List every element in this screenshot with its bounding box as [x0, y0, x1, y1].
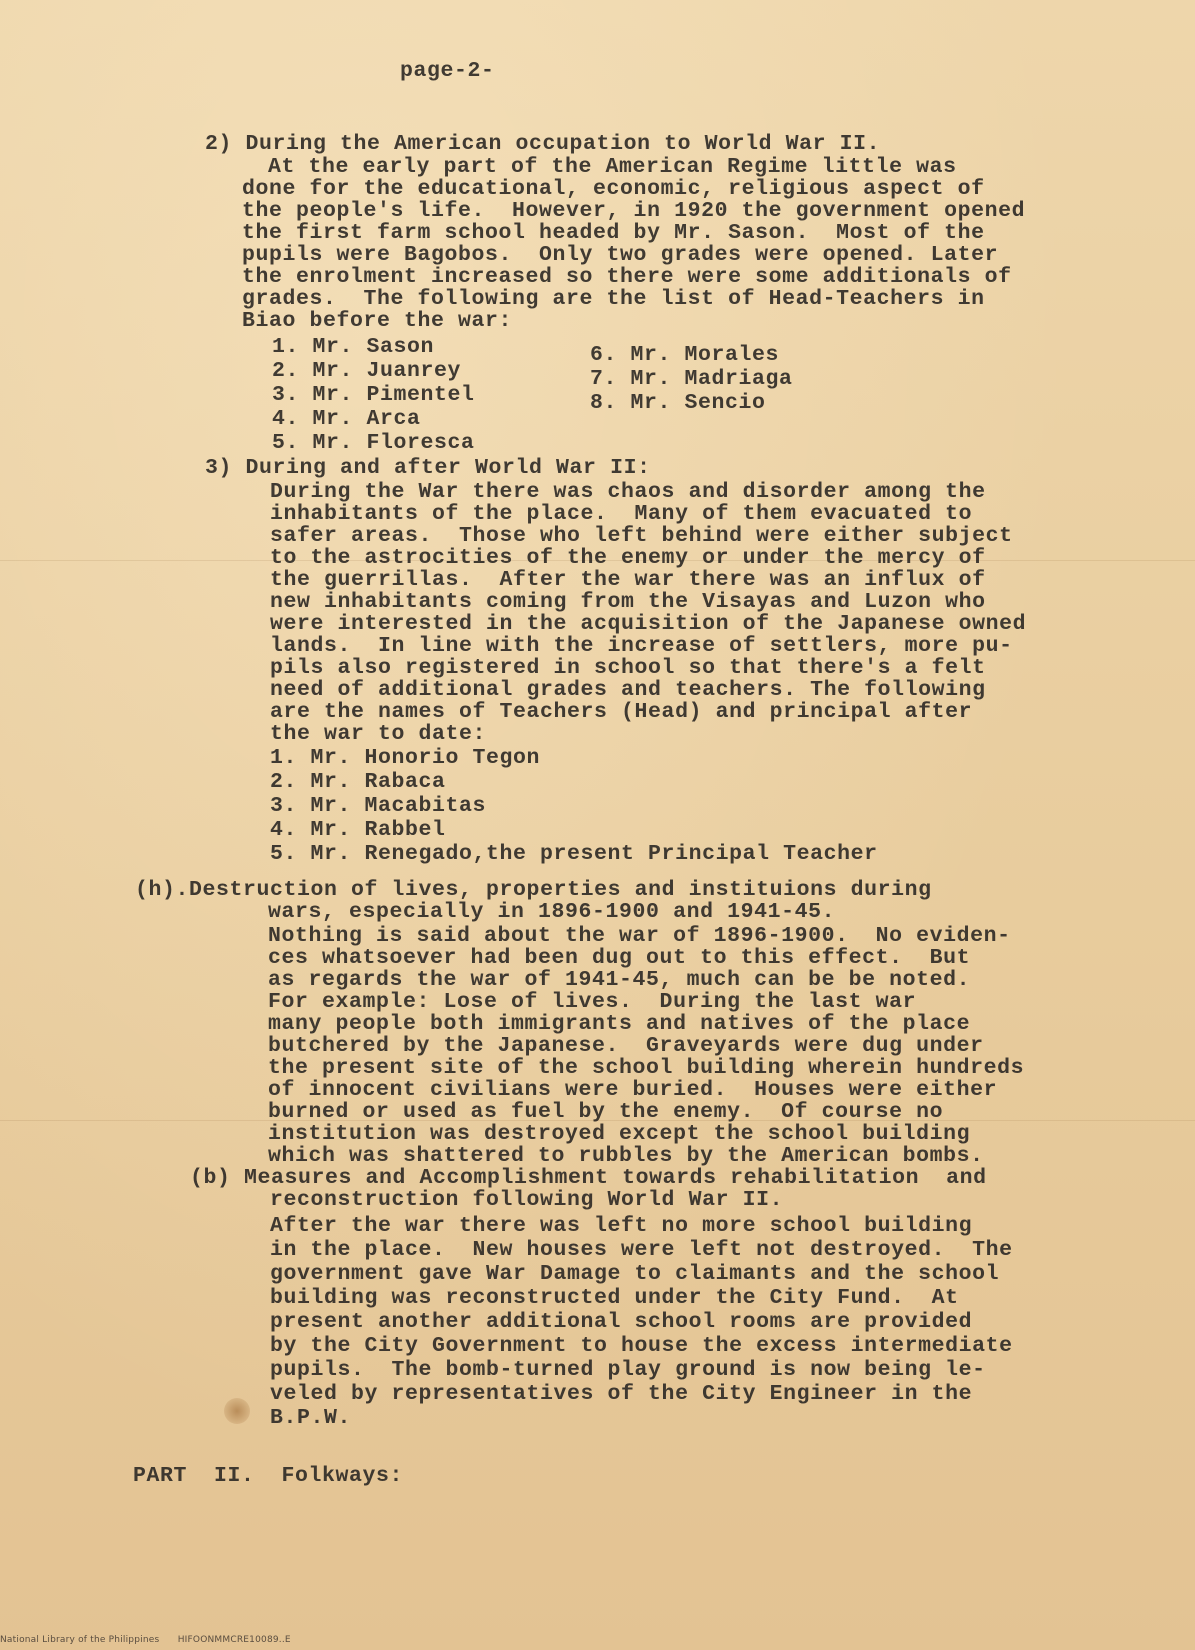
- teacher-list-item: 2. Mr. Juanrey: [272, 359, 462, 383]
- page-label: page-2-: [400, 59, 495, 83]
- section-3-line: were interested in the acquisition of the Japanese owned: [270, 612, 1027, 636]
- section-3-line: lands. In line with the increase of settlers, more pu-: [270, 634, 1013, 658]
- section-h-line: institution was destroyed except the school building: [268, 1122, 971, 1146]
- section-2-line: the people's life. However, in 1920 the government opened: [242, 199, 1026, 223]
- section-3-heading: 3) During and after World War II:: [205, 456, 651, 480]
- teacher-list-item: 1. Mr. Sason: [272, 335, 435, 359]
- section-h-heading: (h).Destruction of lives, properties and instituions during: [135, 878, 932, 902]
- section-2-line: the enrolment increased so there were some additionals of: [242, 265, 1012, 289]
- section-2-line: Biao before the war:: [242, 309, 513, 333]
- section-3-line: to the astrocities of the enemy or under the mercy of: [270, 546, 986, 570]
- ink-stain: [224, 1398, 250, 1424]
- section-3-line: During the War there was chaos and disorder among the: [270, 480, 986, 504]
- section-h-line: Nothing is said about the war of 1896-1900. No eviden-: [268, 924, 1011, 948]
- section-h-line: the present site of the school building wherein hundreds: [268, 1056, 1025, 1080]
- section-2-line: pupils were Bagobos. Only two grades were opened. Later: [242, 243, 999, 267]
- section-3-line: pils also registered in school so that there's a felt: [270, 656, 986, 680]
- section-3-line: inhabitants of the place. Many of them evacuated to: [270, 502, 973, 526]
- teacher-list-item: 7. Mr. Madriaga: [590, 367, 793, 391]
- teacher-list-item: 8. Mr. Sencio: [590, 391, 766, 415]
- section-h-line: ces whatsoever had been dug out to this effect. But: [268, 946, 971, 970]
- section-h-line: as regards the war of 1941-45, much can be be noted.: [268, 968, 971, 992]
- teacher-list-item: 3. Mr. Pimentel: [272, 383, 475, 407]
- section-2-line: At the early part of the American Regime little was: [268, 155, 957, 179]
- section-b-line: by the City Government to house the excess intermediate: [270, 1334, 1013, 1358]
- section-b-line: government gave War Damage to claimants and the school: [270, 1262, 1000, 1286]
- section-2-line: the first farm school headed by Mr. Sason. Most of the: [242, 221, 985, 245]
- section-b-line: in the place. New houses were left not destroyed. The: [270, 1238, 1013, 1262]
- teacher-list-item: 4. Mr. Rabbel: [270, 818, 446, 842]
- section-3-line: are the names of Teachers (Head) and principal after: [270, 700, 973, 724]
- library-footer: National Library of the Philippines HIFOONMMCRE10089..E: [0, 1635, 291, 1645]
- section-h-heading-cont: wars, especially in 1896-1900 and 1941-45.: [268, 900, 836, 924]
- section-h-line: burned or used as fuel by the enemy. Of course no: [268, 1100, 944, 1124]
- section-3-line: the war to date:: [270, 722, 487, 746]
- teacher-list-item: 5. Mr. Renegado,the present Principal Teacher: [270, 842, 878, 866]
- section-3-line: new inhabitants coming from the Visayas and Luzon who: [270, 590, 986, 614]
- section-2-line: grades. The following are the list of Head-Teachers in: [242, 287, 985, 311]
- section-h-line: many people both immigrants and natives of the place: [268, 1012, 971, 1036]
- section-b-line: B.P.W.: [270, 1406, 352, 1430]
- section-2-heading: 2) During the American occupation to World War II.: [205, 132, 881, 156]
- teacher-list-item: 6. Mr. Morales: [590, 343, 780, 367]
- section-b-line: pupils. The bomb-turned play ground is now being le-: [270, 1358, 986, 1382]
- teacher-list-item: 2. Mr. Rabaca: [270, 770, 446, 794]
- teacher-list-item: 3. Mr. Macabitas: [270, 794, 487, 818]
- section-b-line: veled by representatives of the City Engineer in the: [270, 1382, 973, 1406]
- part-2-heading: PART II. Folkways:: [133, 1464, 404, 1488]
- section-3-line: the guerrillas. After the war there was an influx of: [270, 568, 986, 592]
- section-h-line: which was shattered to rubbles by the American bombs.: [268, 1144, 984, 1168]
- section-b-heading-cont: reconstruction following World War II.: [270, 1188, 784, 1212]
- section-b-line: present another additional school rooms are provided: [270, 1310, 973, 1334]
- section-3-line: need of additional grades and teachers. The following: [270, 678, 986, 702]
- teacher-list-item: 1. Mr. Honorio Tegon: [270, 746, 541, 770]
- section-h-line: butchered by the Japanese. Graveyards were dug under: [268, 1034, 984, 1058]
- section-3-line: safer areas. Those who left behind were either subject: [270, 524, 1013, 548]
- section-b-line: After the war there was left no more school building: [270, 1214, 973, 1238]
- teacher-list-item: 4. Mr. Arca: [272, 407, 421, 431]
- section-b-line: building was reconstructed under the City Fund. At: [270, 1286, 959, 1310]
- section-h-line: of innocent civilians were buried. Houses were either: [268, 1078, 998, 1102]
- section-2-line: done for the educational, economic, religious aspect of: [242, 177, 985, 201]
- teacher-list-item: 5. Mr. Floresca: [272, 431, 475, 455]
- section-b-heading: (b) Measures and Accomplishment towards rehabilitation and: [190, 1166, 987, 1190]
- section-h-line: For example: Lose of lives. During the last war: [268, 990, 917, 1014]
